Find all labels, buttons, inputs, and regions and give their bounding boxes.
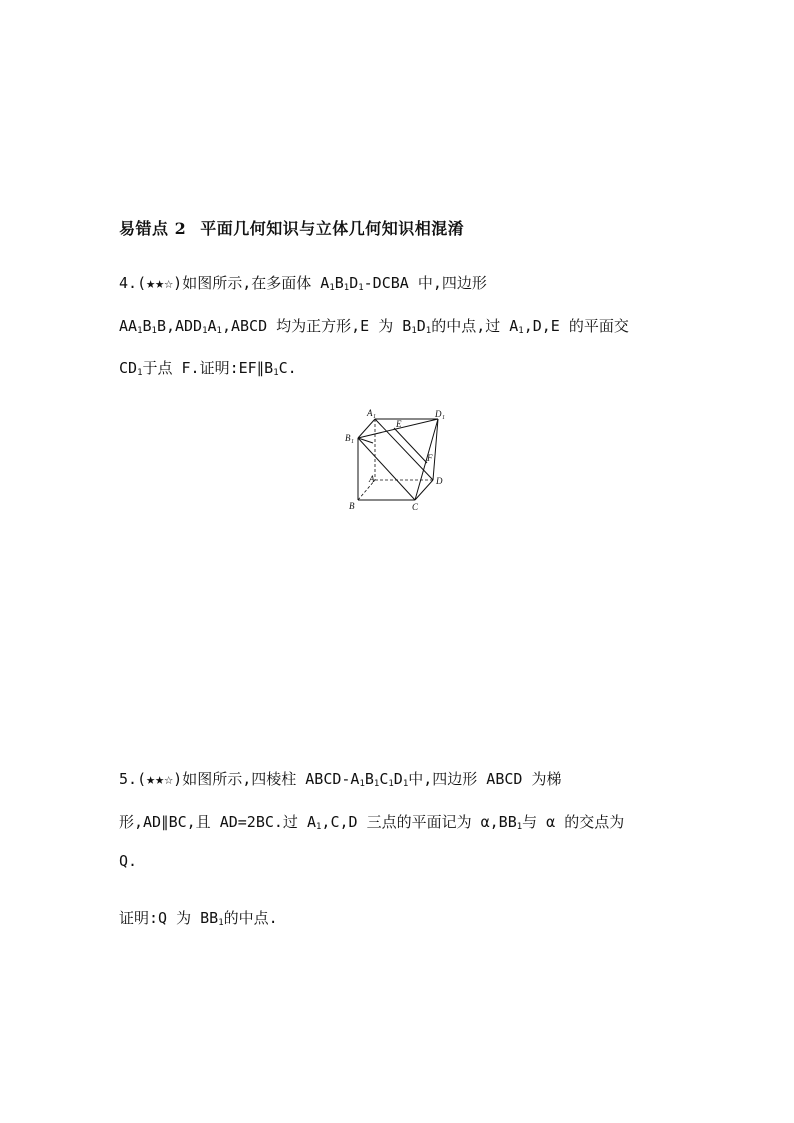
label-a1: A — [367, 408, 373, 418]
problem4-text: D — [416, 317, 426, 335]
subscript: 1 — [273, 368, 279, 378]
subscript: 1 — [411, 326, 417, 336]
problem4-text: C. — [278, 359, 297, 377]
problem4-line1 — [119, 272, 487, 293]
problem5-text: 与 α 的交点为 — [522, 813, 625, 831]
label-d1: D — [435, 409, 442, 419]
problem4-line2 — [119, 315, 629, 336]
subscript: 1 — [137, 326, 143, 336]
label-subscript: 1 — [351, 439, 354, 445]
subscript: 1 — [358, 283, 364, 293]
problem5-text: C — [379, 770, 389, 788]
problem4-text: B,ADD — [156, 317, 203, 335]
problem4-rating: (★★☆) — [137, 274, 183, 292]
edge-b1-c — [358, 438, 415, 500]
problem5-text: 如图所示,四棱柱 ABCD-A — [182, 770, 360, 788]
problem5-text: Q. — [119, 852, 138, 870]
subscript: 1 — [425, 326, 432, 336]
problem5-text: 的中点. — [223, 909, 278, 927]
segment-e-f — [394, 428, 427, 463]
problem5-text: 中,四边形 ABCD 为梯 — [408, 770, 562, 788]
polyhedron-figure — [338, 405, 448, 515]
subscript: 1 — [316, 822, 322, 832]
problem4-text: D — [349, 274, 359, 292]
problem5-line1 — [119, 768, 561, 789]
edge-a1-d — [375, 419, 433, 480]
label-e: E — [396, 419, 402, 429]
problem4-text: ,ABCD 均为正方形,E 为 B — [221, 317, 412, 335]
problem5-rating: (★★☆) — [137, 770, 183, 788]
label-d: D — [436, 476, 443, 486]
subscript: 1 — [373, 779, 380, 789]
problem4-line3 — [119, 357, 297, 378]
problem5-line4 — [119, 907, 278, 928]
subscript: 1 — [218, 918, 224, 928]
label-a: A — [369, 474, 375, 484]
problem4-text: 于点 F.证明:EF∥B — [142, 359, 274, 377]
section-heading — [119, 216, 464, 239]
problem4-text: CD — [119, 359, 138, 377]
label-b1: B — [345, 433, 351, 443]
subscript: 1 — [402, 779, 409, 789]
subscript: 1 — [216, 326, 222, 336]
problem5-line2 — [119, 811, 624, 832]
label-f: F — [427, 453, 433, 463]
problem5-text: 形,AD∥BC,且 AD=2BC.过 A — [119, 813, 316, 831]
subscript: 1 — [202, 326, 208, 336]
subscript: 1 — [388, 779, 394, 789]
label-c: C — [412, 502, 419, 512]
subscript: 1 — [359, 779, 365, 789]
problem5-text: ,C,D 三点的平面记为 α,BB — [321, 813, 517, 831]
edge-b1-a1 — [358, 419, 375, 438]
subscript: 1 — [343, 283, 350, 293]
label-b: B — [349, 501, 355, 511]
section-label: 易错点 2 — [119, 219, 187, 238]
problem4-text: ,D,E 的平面交 — [523, 317, 629, 335]
problem5-text: D — [393, 770, 403, 788]
problem4-text: 如图所示,在多面体 A — [182, 274, 330, 292]
subscript: 1 — [151, 326, 157, 336]
subscript: 1 — [329, 283, 335, 293]
problem4-text: 的中点,过 A — [431, 317, 519, 335]
subscript: 1 — [137, 368, 143, 378]
problem4-number: 4. — [119, 274, 138, 292]
problem4-text: B — [142, 317, 152, 335]
problem5-text: 证明:Q 为 BB — [119, 909, 219, 927]
problem4-text: B — [334, 274, 344, 292]
label-subscript: 1 — [373, 414, 376, 420]
subscript: 1 — [516, 822, 523, 832]
problem5-number: 5. — [119, 770, 138, 788]
problem5-line3 — [119, 852, 137, 870]
section-title: 平面几何知识与立体几何知识相混淆 — [200, 219, 465, 238]
label-subscript: 1 — [442, 415, 445, 421]
problem5-text: B — [364, 770, 374, 788]
problem4-text: A — [207, 317, 217, 335]
problem4-text: -DCBA 中,四边形 — [363, 274, 487, 292]
problem4-text: AA — [119, 317, 138, 335]
subscript: 1 — [518, 326, 524, 336]
